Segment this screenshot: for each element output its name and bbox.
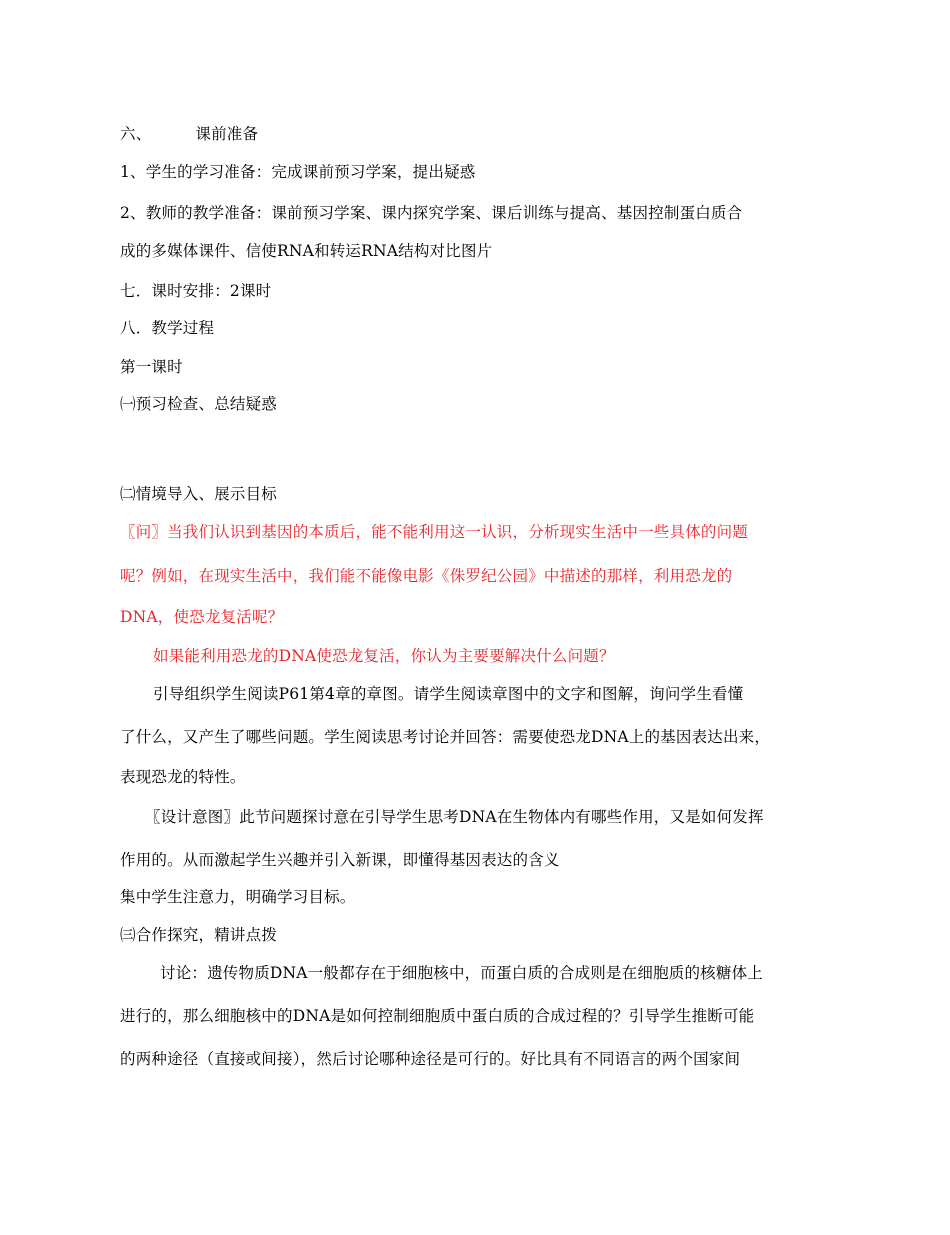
discuss-line-3: 的两种途径（直接或间接），然后讨论哪种途径是可行的。好比具有不同语言的两个国家间 bbox=[120, 1050, 741, 1068]
discuss-line-1: 讨论：遗传物质DNA一般都存在于细胞核中，而蛋白质的合成则是在细胞质的核糖体上 bbox=[160, 964, 763, 982]
question-line-4: 如果能利用恐龙的DNA使恐龙复活，你认为主要要解决什么问题？ bbox=[153, 647, 615, 665]
step-1-heading: ㈠预习检查、总结疑惑 bbox=[120, 395, 278, 413]
design-line-1: 〖设计意图〗此节问题探讨意在引导学生思考DNA在生物体内有哪些作用，又是如何发挥 bbox=[145, 808, 764, 826]
lesson-1-heading: 第一课时 bbox=[120, 358, 183, 376]
section-8-heading: 八．教学过程 bbox=[120, 319, 215, 337]
section-6-title: 课前准备 bbox=[195, 125, 259, 143]
prep-line-3: 成的多媒体课件、信使RNA和转运RNA结构对比图片 bbox=[120, 242, 493, 260]
prep-line-2: 2、教师的教学准备：课前预习学案、课内探究学案、课后训练与提高、基因控制蛋白质合 bbox=[120, 204, 743, 222]
step-2-heading: ㈡情境导入、展示目标 bbox=[120, 485, 278, 503]
guide-line-3: 表现恐龙的特性。 bbox=[120, 768, 246, 786]
section-6-number: 六、 bbox=[120, 125, 152, 143]
guide-line-2: 了什么，又产生了哪些问题。学生阅读思考讨论并回答：需要使恐龙DNA上的基因表达出来， bbox=[120, 728, 771, 746]
question-line-1: 〖问〗当我们认识到基因的本质后，能不能利用这一认识，分析现实生活中一些具体的问题 bbox=[120, 523, 749, 541]
section-7-heading: 七．课时安排：2课时 bbox=[120, 282, 272, 300]
step-3-heading: ㈢合作探究，精讲点拨 bbox=[120, 926, 278, 944]
design-line-2: 作用的。从而激起学生兴趣并引入新课，即懂得基因表达的含义 bbox=[120, 851, 560, 869]
discuss-line-2: 进行的，那么细胞核中的DNA是如何控制细胞质中蛋白质的合成过程的？引导学生推断可能 bbox=[120, 1007, 755, 1025]
question-line-2: 呢？例如，在现实生活中，我们能不能像电影《侏罗纪公园》中描述的那样，利用恐龙的 bbox=[120, 567, 733, 585]
prep-line-1: 1、学生的学习准备：完成课前预习学案，提出疑惑 bbox=[120, 163, 476, 181]
section-6-heading bbox=[120, 124, 258, 144]
design-line-3: 集中学生注意力，明确学习目标。 bbox=[120, 888, 356, 906]
guide-line-1: 引导组织学生阅读P61第4章的章图。请学生阅读章图中的文字和图解，询问学生看懂 bbox=[153, 685, 744, 703]
question-line-3: DNA，使恐龙复活呢？ bbox=[120, 608, 284, 626]
